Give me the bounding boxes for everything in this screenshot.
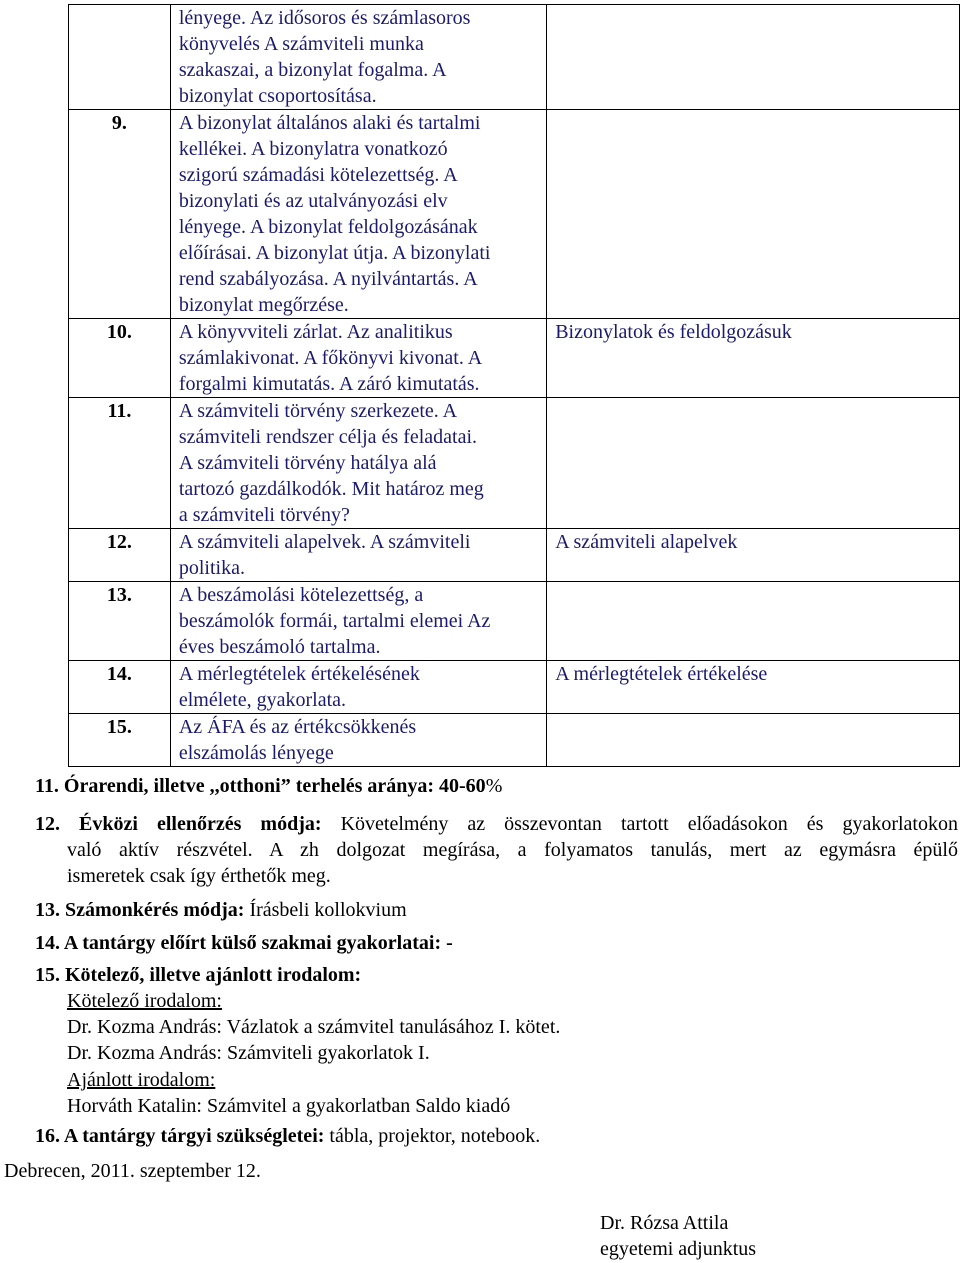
table-row — [69, 110, 960, 319]
chapter-cell — [547, 582, 960, 661]
topic-line: számlakivonat. A főkönyvi kivonat. A — [178, 347, 483, 369]
table-row — [69, 529, 960, 582]
topic-line: bizonylat megőrzése. — [178, 294, 349, 316]
topic-line: lényege. Az idősoros és számlasoros — [178, 7, 471, 29]
required-reading-1: Dr. Kozma András: Vázlatok a számvitel tanulásához I. kötet. — [67, 1016, 561, 1038]
chapter-cell — [547, 398, 960, 529]
required-reading-heading: Kötelező irodalom: — [67, 990, 222, 1012]
section-11-percent: % — [485, 775, 503, 797]
section-13-text: Írásbeli kollokvium — [244, 899, 407, 921]
topic-line: A számviteli alapelvek. A számviteli — [178, 531, 471, 553]
topic-cell — [170, 661, 546, 714]
week-number-cell: 9. — [69, 110, 171, 319]
table-row — [69, 398, 960, 529]
week-number-cell: 13. — [69, 582, 171, 661]
signature-name: Dr. Rózsa Attila — [600, 1212, 729, 1234]
table-row — [69, 714, 960, 767]
topic-line: bizonylati és az utalványozási elv — [178, 190, 448, 212]
topic-cell — [170, 582, 546, 661]
chapter-cell — [547, 529, 960, 582]
section-12-text3: ismeretek csak így érthetők meg. — [67, 865, 331, 887]
week-number-cell — [69, 5, 171, 110]
topic-line: könyvelés A számviteli munka — [178, 33, 424, 55]
topic-cell — [170, 5, 546, 110]
week-number-cell: 12. — [69, 529, 171, 582]
topic-line: A számviteli törvény szerkezete. A — [178, 400, 458, 422]
topic-cell — [170, 398, 546, 529]
table-row — [69, 582, 960, 661]
section-12-text2: való aktív részvétel. A zh dolgozat megírása, a folyamatos tanulás, mert az egymásra épülő — [67, 839, 958, 861]
table-row — [69, 319, 960, 398]
topic-cell — [170, 319, 546, 398]
topic-line: Az ÁFA és az értékcsökkenés — [178, 716, 417, 738]
week-number-cell: 11. — [69, 398, 171, 529]
section-11-label: 11. Órarendi, illetve ,,otthoni” terhelés aránya: 40-60 — [35, 775, 486, 797]
section-13-label: 13. Számonkérés módja: — [35, 899, 245, 921]
section-12-text1: Követelmény az összevontan tartott előadásokon és gyakorlatokon — [321, 813, 958, 835]
topic-line: előírásai. A bizonylat útja. A bizonylati — [178, 242, 491, 264]
week-number-cell: 15. — [69, 714, 171, 767]
topic-line: bizonylat csoportosítása. — [178, 85, 377, 107]
topic-line: rend szabályozása. A nyilvántartás. A — [178, 268, 478, 290]
section-12 — [35, 811, 958, 889]
section-14 — [35, 930, 453, 956]
topic-line: beszámolók formái, tartalmi elemei Az — [178, 610, 491, 632]
chapter-cell — [547, 319, 960, 398]
topic-line: számviteli rendszer célja és feladatai. — [178, 426, 478, 448]
section-14-label: 14. A tantárgy előírt külső szakmai gyakorlatai: - — [35, 932, 453, 954]
topic-line: elszámolás lényege — [178, 742, 334, 764]
topic-cell — [170, 110, 546, 319]
chapter-title: A mérlegtételek értékelése — [555, 663, 768, 685]
chapter-cell — [547, 5, 960, 110]
topic-line: A könyvviteli zárlat. Az analitikus — [178, 321, 453, 343]
section-16 — [35, 1123, 540, 1149]
topic-line: tartozó gazdálkodók. Mit határoz meg — [178, 478, 484, 500]
section-16-text: tábla, projektor, notebook. — [324, 1125, 541, 1147]
syllabus-table — [68, 4, 960, 767]
chapter-cell — [547, 714, 960, 767]
topic-line: szakaszai, a bizonylat fogalma. A — [178, 59, 447, 81]
topic-line: A számviteli törvény hatálya alá — [178, 452, 437, 474]
section-11 — [35, 773, 502, 799]
topic-line: A beszámolási kötelezettség, a — [178, 584, 424, 606]
topic-line: elmélete, gyakorlata. — [178, 689, 346, 711]
topic-line: lényege. A bizonylat feldolgozásának — [178, 216, 478, 238]
topic-cell — [170, 714, 546, 767]
chapter-title: Bizonylatok és feldolgozásuk — [555, 321, 792, 343]
table-row — [69, 661, 960, 714]
signature-title: egyetemi adjunktus — [600, 1238, 757, 1260]
topic-line: éves beszámoló tartalma. — [178, 636, 381, 658]
section-13 — [35, 897, 407, 923]
week-number-cell: 10. — [69, 319, 171, 398]
topic-line: szigorú számadási kötelezettség. A — [178, 164, 458, 186]
topic-line: A mérlegtételek értékelésének — [178, 663, 420, 685]
topic-line: politika. — [178, 557, 245, 579]
topic-line: A bizonylat általános alaki és tartalmi — [178, 112, 481, 134]
chapter-cell — [547, 661, 960, 714]
week-number-cell: 14. — [69, 661, 171, 714]
topic-line: kellékei. A bizonylatra vonatkozó — [178, 138, 448, 160]
topic-cell — [170, 529, 546, 582]
chapter-cell — [547, 110, 960, 319]
section-15-label: 15. Kötelező, illetve ajánlott irodalom: — [35, 964, 362, 986]
section-12-label: 12. Évközi ellenőrzés módja: — [35, 813, 322, 835]
recommended-reading-heading: Ajánlott irodalom: — [67, 1069, 216, 1091]
topic-line: forgalmi kimutatás. A záró kimutatás. — [178, 373, 480, 395]
section-16-label: 16. A tantárgy tárgyi szükségletei: — [35, 1125, 325, 1147]
table-row — [69, 5, 960, 110]
required-reading-2: Dr. Kozma András: Számviteli gyakorlatok I. — [67, 1042, 430, 1064]
recommended-reading-1: Horváth Katalin: Számvitel a gyakorlatban Saldo kiadó — [67, 1095, 511, 1117]
place-date: Debrecen, 2011. szeptember 12. — [4, 1160, 261, 1182]
chapter-title: A számviteli alapelvek — [555, 531, 738, 553]
section-15 — [35, 962, 361, 988]
topic-line: a számviteli törvény? — [178, 504, 350, 526]
